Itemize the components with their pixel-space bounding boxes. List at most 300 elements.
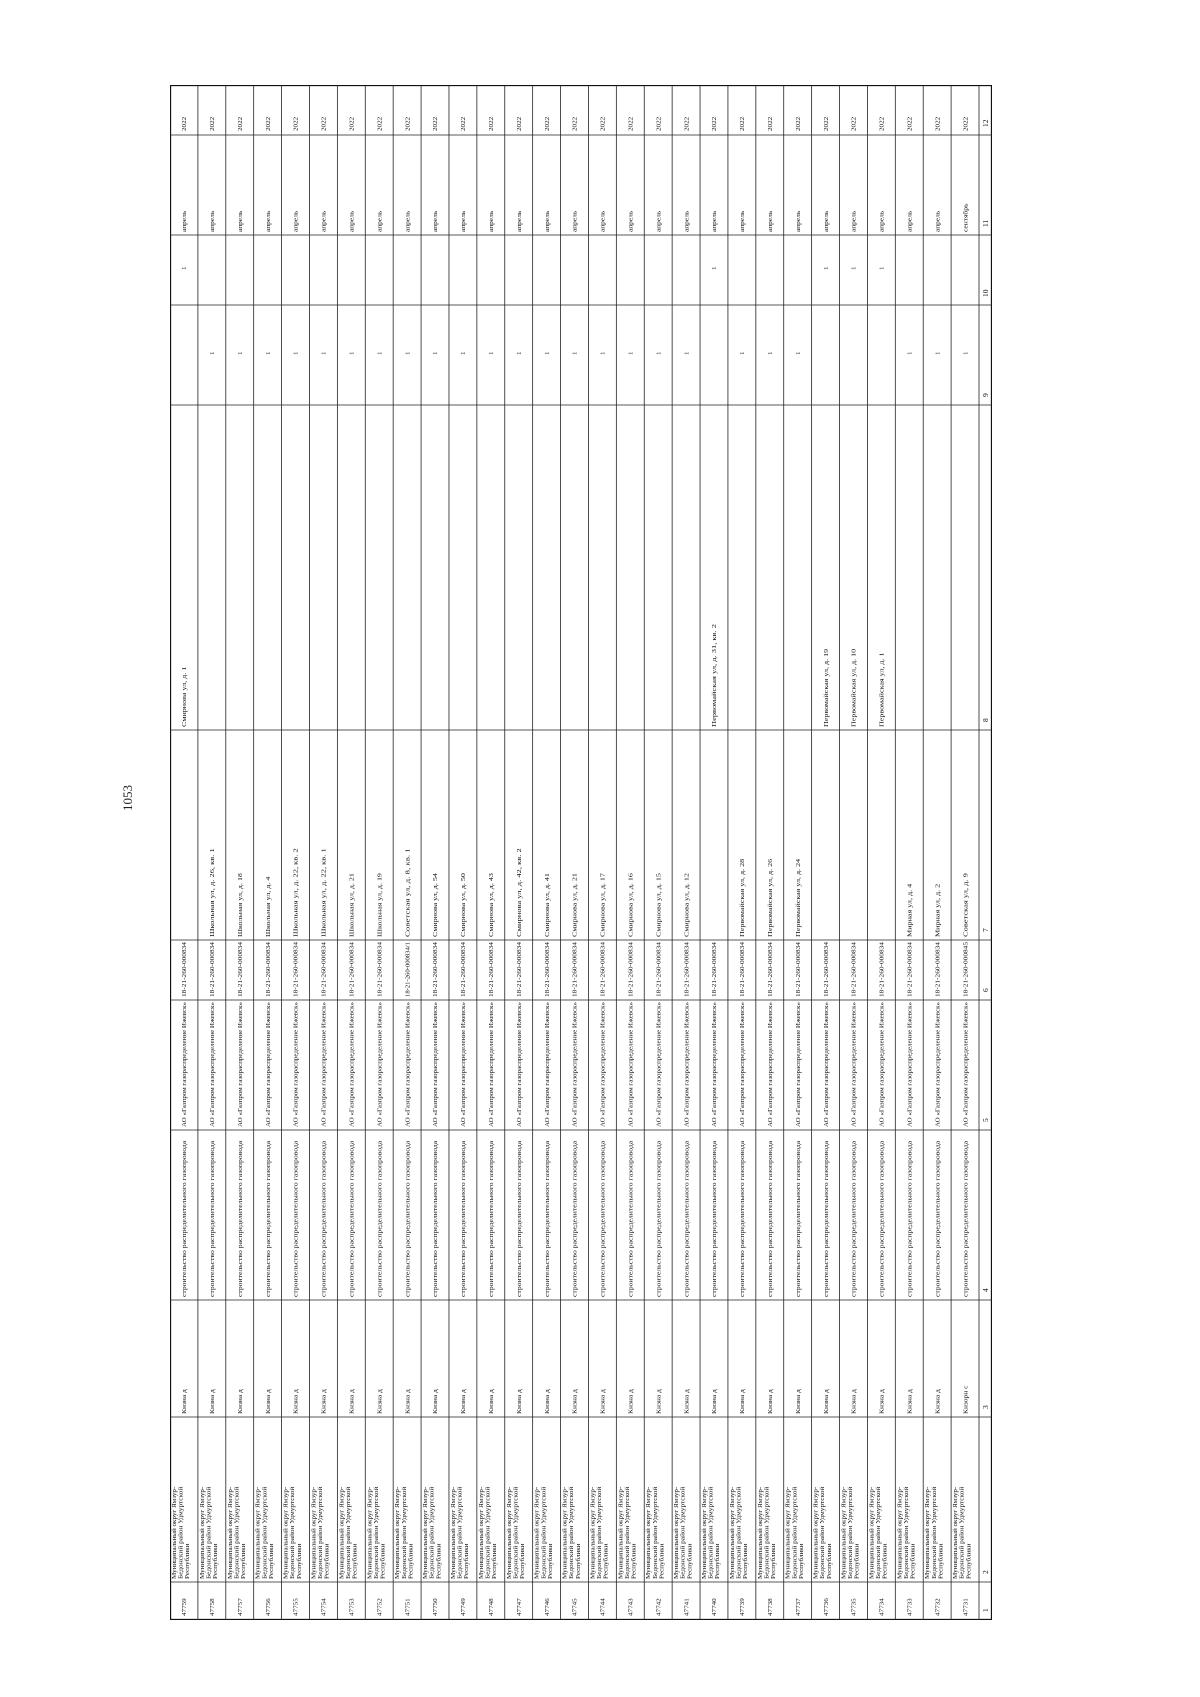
row-id: 47738	[766, 1600, 774, 1616]
month-cell: апрель	[934, 213, 942, 232]
row-id: 47751	[404, 1600, 412, 1616]
year-cell: 2022	[432, 118, 440, 131]
organization-cell: АО «Газпром газораспределение Ижевск»	[878, 1012, 886, 1127]
settlement-cell: Кнзна д	[711, 1392, 719, 1414]
permit-code-cell: 18-21-260-000834	[264, 949, 272, 997]
permit-code-cell: 18-21-260-000834	[934, 949, 942, 997]
municipality-cell: Бедонский район Удмуртской	[317, 1498, 325, 1579]
column-number: 12	[981, 119, 990, 127]
permit-code-cell: 18-21-260-000834	[906, 949, 914, 997]
municipality-cell: Бедонский район Удмуртской	[930, 1498, 938, 1579]
municipality-cell: Республики	[797, 1546, 805, 1579]
month-cell: апрель	[571, 213, 579, 232]
address-cell: Первомайская ул, д. 26	[766, 874, 774, 937]
count-cell: 1	[460, 351, 468, 355]
column-number: 11	[981, 219, 990, 227]
permit-code-cell: 18-21-260-000834	[766, 949, 774, 997]
month-cell: апрель	[627, 213, 635, 232]
work-type-cell: строительство распределительного газопровода	[292, 1166, 300, 1297]
organization-cell: АО «Газпром газораспределение Ижевск»	[655, 1012, 663, 1127]
municipality-cell: Муниципальный округ Ямзур-	[924, 1495, 932, 1579]
column-number: 2	[981, 1570, 990, 1574]
settlement-cell: Кнзна д	[460, 1392, 468, 1414]
settlement-cell: Кнзна д	[209, 1392, 217, 1414]
month-cell: апрель	[766, 213, 774, 232]
address-cell: Советская ул, д. 8, кв. 1	[404, 872, 412, 937]
year-cell: 2022	[376, 118, 384, 131]
work-type-cell: строительство распределительного газопровода	[794, 1166, 802, 1297]
row-id: 47757	[236, 1600, 244, 1616]
municipality-cell: Муниципальный округ Ямзур-	[449, 1495, 457, 1579]
permit-code-cell: 18-21-260-000834	[515, 949, 523, 997]
address-cell: Школьная ул, д. 22, кв. 1	[320, 869, 328, 937]
row-id: 47740	[711, 1600, 719, 1616]
permit-code-cell: 18-21-260-000834	[543, 949, 551, 997]
count-cell: 1	[599, 351, 607, 355]
count-cell: 1	[292, 351, 300, 355]
permit-code-cell: 18-21-260-000834	[236, 949, 244, 997]
work-type-cell: строительство распределительного газопровода	[515, 1166, 523, 1297]
work-type-cell: строительство распределительного газопровода	[766, 1166, 774, 1297]
work-type-cell: строительство распределительного газопровода	[488, 1166, 496, 1297]
work-type-cell: строительство распределительного газопровода	[850, 1166, 858, 1297]
address-cell: Школьная ул, д. 22, кв. 2	[292, 869, 300, 937]
municipality-cell: Бедонский район Удмуртской	[261, 1498, 269, 1579]
municipality-cell: Республики	[212, 1546, 220, 1579]
organization-cell: АО «Газпром газораспределение Ижевск»	[934, 1012, 942, 1127]
address-cell: Смирнова ул, д. 42, кв. 2	[515, 870, 523, 937]
permit-code-cell: 18-21-260-000834	[376, 949, 384, 997]
permit-code-cell: 18-21-260-000834	[627, 949, 635, 997]
address-cell: Смирнова ул, д. 21	[571, 885, 579, 937]
work-type-cell: строительство распределительного газопровода	[460, 1166, 468, 1297]
row-id: 47731	[962, 1600, 970, 1616]
municipality-cell: Муниципальный округ Ямзур-	[701, 1495, 709, 1579]
municipality-cell: Бедонский район Удмуртской	[651, 1498, 659, 1579]
address-cell: Смирнова ул, д. 54	[432, 885, 440, 937]
municipality-cell: Бедонский район Удмуртской	[847, 1498, 855, 1579]
organization-cell: АО «Газпром газораспределение Ижевск»	[236, 1012, 244, 1127]
row-id: 47745	[571, 1600, 579, 1616]
municipality-cell: Республики	[630, 1546, 638, 1579]
settlement-cell: Кнзорн с	[962, 1389, 970, 1414]
address-cell: Смирнова ул, д. 12	[683, 885, 691, 937]
permit-code-cell: 18-21-260-000834	[655, 949, 663, 997]
row-id: 47733	[906, 1600, 914, 1616]
work-type-cell: строительство распределительного газопровода	[348, 1166, 356, 1297]
settlement-cell: Кнзна д	[236, 1392, 244, 1414]
municipality-cell: Муниципальный округ Ямзур-	[198, 1495, 206, 1579]
address-alt-cell: Первомайская ул, д. 10	[850, 664, 858, 727]
work-type-cell: строительство распределительного газопровода	[543, 1166, 551, 1297]
count-cell: 1	[209, 351, 217, 355]
settlement-cell: Кнзна д	[794, 1392, 802, 1414]
settlement-cell: Кнзна д	[348, 1392, 356, 1414]
row-id: 47758	[209, 1600, 217, 1616]
month-cell: сентябрь	[962, 207, 970, 232]
municipality-cell: Муниципальный округ Ямзур-	[812, 1495, 820, 1579]
permit-code-cell: 18-21-260-000834	[292, 949, 300, 997]
count-alt-cell: 1	[822, 266, 830, 270]
municipality-cell: Республики	[463, 1546, 471, 1579]
organization-cell: АО «Газпром газораспределение Ижевск»	[850, 1012, 858, 1127]
municipality-cell: Бедонский район Удмуртской	[400, 1498, 408, 1579]
settlement-cell: Кнзна д	[571, 1392, 579, 1414]
year-cell: 2022	[627, 118, 635, 131]
month-cell: апрель	[822, 213, 830, 232]
row-id: 47750	[432, 1600, 440, 1616]
municipality-cell: Муниципальный округ Ямзур-	[756, 1495, 764, 1579]
permit-code-cell: 18-21-260-000834	[348, 949, 356, 997]
municipality-cell: Муниципальный округ Ямзур-	[338, 1495, 346, 1579]
address-cell: Смирнова ул, д. 15	[655, 885, 663, 937]
municipality-cell: Муниципальный округ Ямзур-	[254, 1495, 262, 1579]
count-cell: 1	[543, 351, 551, 355]
municipality-cell: Бедонский район Удмуртской	[512, 1498, 520, 1579]
permit-code-cell: 18-21-260-000834	[822, 949, 830, 997]
settlement-cell: Кнзна д	[181, 1392, 189, 1414]
count-cell: 1	[655, 351, 663, 355]
year-cell: 2022	[906, 118, 914, 131]
address-cell: Смирнова ул, д. 16	[627, 885, 635, 937]
municipality-cell: Муниципальный округ Ямзур-	[673, 1495, 681, 1579]
month-cell: апрель	[292, 213, 300, 232]
organization-cell: АО «Газпром газораспределение Ижевск»	[571, 1012, 579, 1127]
count-cell: 1	[766, 351, 774, 355]
municipality-cell: Муниципальный округ Ямзур-	[896, 1495, 904, 1579]
permit-code-cell: 18-21-260-000834	[571, 949, 579, 997]
municipality-cell: Бедонский район Удмуртской	[177, 1498, 185, 1579]
address-cell: Смирнова ул, д. 43	[488, 885, 496, 937]
municipality-cell: Бедонский район Удмуртской	[596, 1498, 604, 1579]
permit-code-cell: 18-21-260-000845	[962, 949, 970, 997]
municipality-cell: Бедонский район Удмуртской	[456, 1498, 464, 1579]
year-cell: 2022	[962, 118, 970, 131]
municipality-cell: Республики	[853, 1546, 861, 1579]
municipality-cell: Муниципальный округ Ямзур-	[477, 1495, 485, 1579]
registry-table	[170, 85, 992, 1620]
organization-cell: АО «Газпром газораспределение Ижевск»	[906, 1012, 914, 1127]
column-number: 4	[981, 1288, 990, 1292]
year-cell: 2022	[711, 118, 719, 131]
row-id: 47752	[376, 1600, 384, 1616]
year-cell: 2022	[488, 118, 496, 131]
work-type-cell: строительство распределительного газопровода	[711, 1166, 719, 1297]
month-cell: апрель	[488, 213, 496, 232]
municipality-cell: Бедонский район Удмуртской	[819, 1498, 827, 1579]
row-id: 47753	[348, 1600, 356, 1616]
work-type-cell: строительство распределительного газопровода	[571, 1166, 579, 1297]
permit-code-cell: 18-21-260-000834	[683, 949, 691, 997]
municipality-cell: Муниципальный округ Ямзур-	[784, 1495, 792, 1579]
municipality-cell: Муниципальный округ Ямзур-	[366, 1495, 374, 1579]
address-cell: Мирная ул, д. 2	[934, 894, 942, 937]
settlement-cell: Кнзна д	[683, 1392, 691, 1414]
row-id: 47748	[488, 1600, 496, 1616]
organization-cell: АО «Газпром газораспределение Ижевск»	[292, 1012, 300, 1127]
municipality-cell: Республики	[239, 1546, 247, 1579]
municipality-cell: Муниципальный округ Ямзур-	[533, 1495, 541, 1579]
municipality-cell: Бедонский район Удмуртской	[791, 1498, 799, 1579]
year-cell: 2022	[822, 118, 830, 131]
permit-code-cell: 18-21-260-000834	[739, 949, 747, 997]
year-cell: 2022	[404, 118, 412, 131]
municipality-cell: Бедонский район Удмуртской	[372, 1498, 380, 1579]
organization-cell: АО «Газпром газораспределение Ижевск»	[711, 1012, 719, 1127]
year-cell: 2022	[292, 118, 300, 131]
address-cell: Школьная ул, д. 19	[376, 885, 384, 937]
count-alt-cell: 1	[711, 266, 719, 270]
column-number: 9	[981, 393, 990, 397]
settlement-cell: Кнзна д	[515, 1392, 523, 1414]
municipality-cell: Республики	[770, 1546, 778, 1579]
municipality-cell: Муниципальный округ Ямзур-	[282, 1495, 290, 1579]
row-id: 47737	[794, 1600, 802, 1616]
row-id: 47756	[264, 1600, 272, 1616]
settlement-cell: Кнзна д	[488, 1392, 496, 1414]
month-cell: апрель	[376, 213, 384, 232]
municipality-cell: Республики	[184, 1546, 192, 1579]
municipality-cell: Бедонский район Удмуртской	[233, 1498, 241, 1579]
count-cell: 1	[794, 351, 802, 355]
year-cell: 2022	[209, 118, 217, 131]
organization-cell: АО «Газпром газораспределение Ижевск»	[348, 1012, 356, 1127]
settlement-cell: Кнзна д	[766, 1392, 774, 1414]
year-cell: 2022	[543, 118, 551, 131]
year-cell: 2022	[181, 118, 189, 131]
work-type-cell: строительство распределительного газопровода	[236, 1166, 244, 1297]
year-cell: 2022	[348, 118, 356, 131]
municipality-cell: Республики	[267, 1546, 275, 1579]
count-alt-cell: 1	[850, 266, 858, 270]
count-cell: 1	[264, 351, 272, 355]
work-type-cell: строительство распределительного газопровода	[209, 1166, 217, 1297]
settlement-cell: Кнзна д	[320, 1392, 328, 1414]
municipality-cell: Муниципальный округ Ямзур-	[952, 1495, 960, 1579]
work-type-cell: строительство распределительного газопровода	[404, 1166, 412, 1297]
month-cell: апрель	[264, 213, 272, 232]
permit-code-cell: 18-21-260-000834	[209, 949, 217, 997]
work-type-cell: строительство распределительного газопровода	[627, 1166, 635, 1297]
year-cell: 2022	[236, 118, 244, 131]
permit-code-cell: 18-21-260-000834	[320, 949, 328, 997]
municipality-cell: Бедонский район Удмуртской	[623, 1498, 631, 1579]
address-alt-cell: Первомайская ул, д. 1	[878, 667, 886, 727]
municipality-cell: Республики	[686, 1546, 694, 1579]
month-cell: апрель	[181, 213, 189, 232]
municipality-cell: Республики	[602, 1546, 610, 1579]
municipality-cell: Республики	[825, 1546, 833, 1579]
municipality-cell: Муниципальный округ Ямзур-	[394, 1495, 402, 1579]
month-cell: апрель	[209, 213, 217, 232]
organization-cell: АО «Газпром газораспределение Ижевск»	[264, 1012, 272, 1127]
row-id: 47743	[627, 1600, 635, 1616]
organization-cell: АО «Газпром газораспределение Ижевск»	[181, 1012, 189, 1127]
count-cell: 1	[348, 351, 356, 355]
month-cell: апрель	[794, 213, 802, 232]
month-cell: апрель	[236, 213, 244, 232]
year-cell: 2022	[264, 118, 272, 131]
municipality-cell: Бедонский район Удмуртской	[540, 1498, 548, 1579]
organization-cell: АО «Газпром газораспределение Ижевск»	[962, 1012, 970, 1127]
page-number: 1053	[120, 785, 135, 811]
address-cell: Первомайская ул, д. 28	[739, 874, 747, 937]
permit-code-cell: 18-21-260-000834	[850, 949, 858, 997]
work-type-cell: строительство распределительного газопровода	[906, 1166, 914, 1297]
work-type-cell: строительство распределительного газопровода	[962, 1166, 970, 1297]
month-cell: апрель	[850, 213, 858, 232]
organization-cell: АО «Газпром газораспределение Ижевск»	[209, 1012, 217, 1127]
count-cell: 1	[627, 351, 635, 355]
month-cell: апрель	[320, 213, 328, 232]
settlement-cell: Кнзна д	[822, 1392, 830, 1414]
month-cell: апрель	[348, 213, 356, 232]
settlement-cell: Кнзна д	[850, 1392, 858, 1414]
row-id: 47744	[599, 1600, 607, 1616]
row-id: 47739	[739, 1600, 747, 1616]
address-cell: Школьная ул, д. 18	[236, 885, 244, 937]
organization-cell: АО «Газпром газораспределение Ижевск»	[488, 1012, 496, 1127]
count-cell: 1	[376, 351, 384, 355]
municipality-cell: Республики	[909, 1546, 917, 1579]
organization-cell: АО «Газпром газораспределение Ижевск»	[543, 1012, 551, 1127]
municipality-cell: Республики	[742, 1546, 750, 1579]
municipality-cell: Бедонский район Удмуртской	[289, 1498, 297, 1579]
organization-cell: АО «Газпром газораспределение Ижевск»	[683, 1012, 691, 1127]
column-number: 8	[981, 718, 990, 722]
permit-code-cell: 18-21-260-000834	[460, 949, 468, 997]
municipality-cell: Муниципальный округ Ямзур-	[422, 1495, 430, 1579]
count-cell: 1	[739, 351, 747, 355]
count-cell: 1	[683, 351, 691, 355]
address-cell: Школьная ул, д. 4	[264, 888, 272, 937]
month-cell: апрель	[655, 213, 663, 232]
permit-code-cell: 18-21-260-000834	[432, 949, 440, 997]
municipality-cell: Бедонский район Удмуртской	[707, 1498, 715, 1579]
year-cell: 2022	[599, 118, 607, 131]
month-cell: апрель	[432, 213, 440, 232]
organization-cell: АО «Газпром газораспределение Ижевск»	[627, 1012, 635, 1127]
address-cell: Советская ул, д. 9	[962, 888, 970, 937]
row-id: 47735	[850, 1600, 858, 1616]
month-cell: апрель	[683, 213, 691, 232]
row-id: 47732	[934, 1600, 942, 1616]
column-number: 10	[981, 289, 990, 297]
municipality-cell: Республики	[351, 1546, 359, 1579]
registry-table-svg	[170, 85, 992, 1620]
municipality-cell: Бедонский район Удмуртской	[428, 1498, 436, 1579]
work-type-cell: строительство распределительного газопровода	[878, 1166, 886, 1297]
settlement-cell: Кнзна д	[599, 1392, 607, 1414]
work-type-cell: строительство распределительного газопровода	[822, 1166, 830, 1297]
column-number: 6	[981, 988, 990, 992]
municipality-cell: Республики	[574, 1546, 582, 1579]
settlement-cell: Кнзна д	[404, 1392, 412, 1414]
municipality-cell: Республики	[323, 1546, 331, 1579]
work-type-cell: строительство распределительного газопровода	[655, 1166, 663, 1297]
year-cell: 2022	[320, 118, 328, 131]
row-id: 47736	[822, 1600, 830, 1616]
month-cell: апрель	[460, 213, 468, 232]
municipality-cell: Муниципальный округ Ямзур-	[561, 1495, 569, 1579]
year-cell: 2022	[878, 118, 886, 131]
municipality-cell: Республики	[965, 1546, 973, 1579]
row-id: 47746	[543, 1600, 551, 1616]
column-number: 3	[981, 1405, 990, 1409]
municipality-cell: Бедонский район Удмуртской	[568, 1498, 576, 1579]
permit-code-cell: 18-21-260-000834/1	[404, 944, 412, 997]
organization-cell: АО «Газпром газораспределение Ижевск»	[599, 1012, 607, 1127]
municipality-cell: Республики	[518, 1546, 526, 1579]
municipality-cell: Бедонский район Удмуртской	[735, 1498, 743, 1579]
month-cell: апрель	[599, 213, 607, 232]
work-type-cell: строительство распределительного газопровода	[320, 1166, 328, 1297]
municipality-cell: Республики	[714, 1546, 722, 1579]
row-id: 47741	[683, 1600, 691, 1616]
municipality-cell: Бедонский район Удмуртской	[763, 1498, 771, 1579]
municipality-cell: Бедонский район Удмуртской	[875, 1498, 883, 1579]
row-id: 47754	[320, 1600, 328, 1616]
permit-code-cell: 18-21-260-000834	[181, 949, 189, 997]
work-type-cell: строительство распределительного газопровода	[739, 1166, 747, 1297]
column-number: 1	[981, 1608, 990, 1612]
municipality-cell: Республики	[295, 1546, 303, 1579]
municipality-cell: Муниципальный округ Ямзур-	[645, 1495, 653, 1579]
municipality-cell: Республики	[491, 1546, 499, 1579]
count-alt-cell: 1	[878, 266, 886, 270]
municipality-cell: Муниципальный округ Ямзур-	[310, 1495, 318, 1579]
work-type-cell: строительство распределительного газопровода	[599, 1166, 607, 1297]
municipality-cell: Муниципальный округ Ямзур-	[226, 1495, 234, 1579]
municipality-cell: Муниципальный округ Ямзур-	[840, 1495, 848, 1579]
column-number: 7	[981, 928, 990, 932]
municipality-cell: Муниципальный округ Ямзур-	[617, 1495, 625, 1579]
work-type-cell: строительство распределительного газопровода	[181, 1166, 189, 1297]
year-cell: 2022	[571, 118, 579, 131]
column-number: 5	[981, 1118, 990, 1122]
address-alt-cell: Смирнова ул, д. 1	[181, 679, 189, 727]
municipality-cell: Республики	[435, 1546, 443, 1579]
count-cell: 1	[906, 351, 914, 355]
organization-cell: АО «Газпром газораспределение Ижевск»	[515, 1012, 523, 1127]
year-cell: 2022	[683, 118, 691, 131]
organization-cell: АО «Газпром газораспределение Ижевск»	[739, 1012, 747, 1127]
organization-cell: АО «Газпром газораспределение Ижевск»	[404, 1012, 412, 1127]
organization-cell: АО «Газпром газораспределение Ижевск»	[460, 1012, 468, 1127]
count-cell: 1	[962, 351, 970, 355]
municipality-cell: Муниципальный округ Ямзур-	[868, 1495, 876, 1579]
settlement-cell: Кнзна д	[432, 1392, 440, 1414]
permit-code-cell: 18-21-260-000834	[488, 949, 496, 997]
address-cell: Мирная ул, д. 4	[906, 894, 914, 937]
row-id: 47747	[515, 1600, 523, 1616]
year-cell: 2022	[460, 118, 468, 131]
count-cell: 1	[515, 351, 523, 355]
count-alt-cell: 1	[181, 266, 189, 270]
settlement-cell: Кнзна д	[627, 1392, 635, 1414]
month-cell: апрель	[515, 213, 523, 232]
count-cell: 1	[571, 351, 579, 355]
count-cell: 1	[236, 351, 244, 355]
count-cell: 1	[404, 351, 412, 355]
municipality-cell: Бедонский район Удмуртской	[344, 1498, 352, 1579]
municipality-cell: Муниципальный округ Ямзур-	[171, 1495, 178, 1579]
year-cell: 2022	[934, 118, 942, 131]
municipality-cell: Бедонский район Удмуртской	[902, 1498, 910, 1579]
municipality-cell: Республики	[881, 1546, 889, 1579]
organization-cell: АО «Газпром газораспределение Ижевск»	[766, 1012, 774, 1127]
count-cell: 1	[934, 351, 942, 355]
